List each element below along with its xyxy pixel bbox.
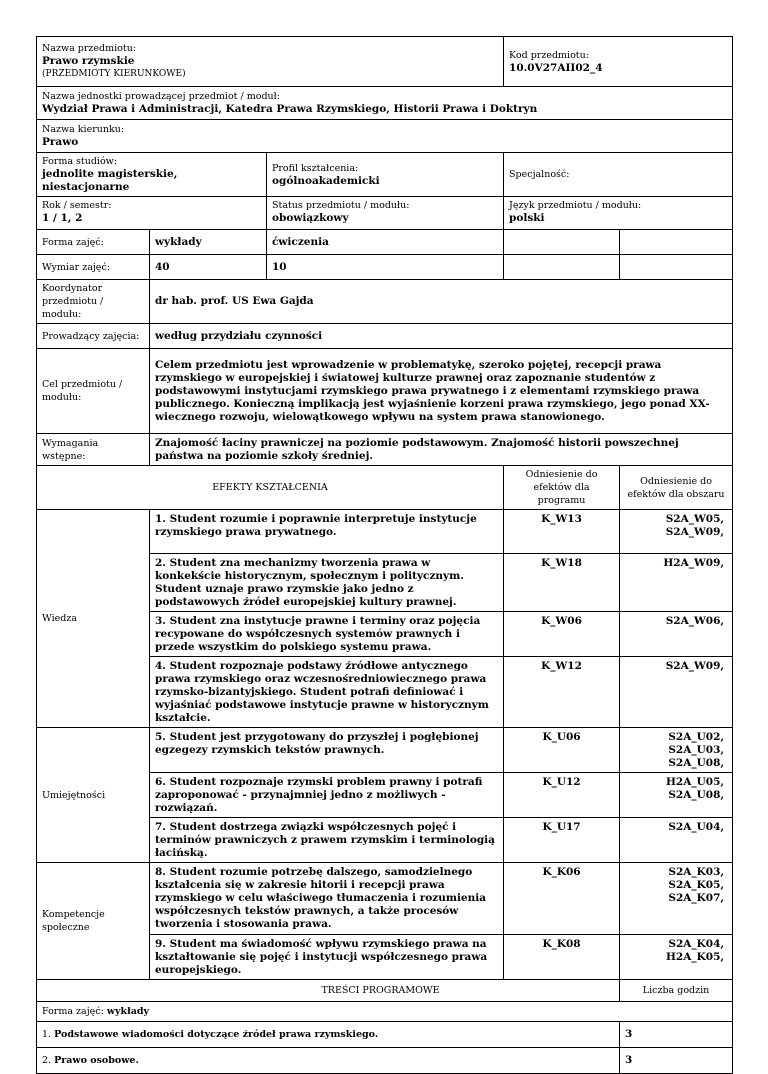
syllabus-table xyxy=(36,36,733,1074)
effect-area-code: S2A_W09, xyxy=(665,526,725,538)
effect-text-8: 8. Student rozumie potrzebę dalszego, samodzielnego kształcenia się w zakresie hitorii i recepcji prawa rzymskiego w celu właściwego tłumaczenia i rozumienia współczesnych tekstów prawnych, a także procesów tworzenia i stosowania prawa. xyxy=(150,863,504,935)
year-label: Rok / semestr: xyxy=(42,200,112,211)
unit-value: Wydział Prawa i Administracji, Katedra Prawa Rzymskiego, Historii Prawa i Doktryn xyxy=(42,103,538,115)
topic-hours: 3 xyxy=(620,1048,733,1074)
effect-area-3 xyxy=(620,612,733,657)
effect-area-code: S2A_K05, xyxy=(668,879,725,891)
field-row xyxy=(37,120,733,153)
content-header-row xyxy=(37,980,733,1002)
coordinator-label: Koordynator przedmiotu / modułu: xyxy=(37,280,150,324)
content-hours-header: Liczba godzin xyxy=(620,980,733,1002)
category-competences: Kompetencje społeczne xyxy=(37,863,150,980)
content-form-value: wykłady xyxy=(106,1006,150,1017)
effect-area-6 xyxy=(620,773,733,818)
year-value: 1 / 1, 2 xyxy=(42,212,83,224)
effect-area-2 xyxy=(620,554,733,612)
field-value: Prawo xyxy=(42,136,79,148)
field-label: Nazwa kierunku: xyxy=(42,124,125,135)
category-skills: Umiejętności xyxy=(37,728,150,863)
topic-cell xyxy=(37,1022,620,1048)
hours-empty-1 xyxy=(504,255,620,280)
topic-number: 1. xyxy=(42,1029,52,1040)
class-form-exercise: ćwiczenia xyxy=(267,230,504,255)
effect-area-5 xyxy=(620,728,733,773)
effect-area-1 xyxy=(620,510,733,554)
effect-text-2: 2. Student zna mechanizmy tworzenia prawa w konkekście historycznym, społecznym i politycznym. Student uznaje prawo rzymskie jako jedno z podstawowych źródeł europejskiej kultury prawnej. xyxy=(150,554,504,612)
effect-area-8 xyxy=(620,863,733,935)
status-value: obowiązkowy xyxy=(272,212,349,224)
effect-area-code: H2A_K05, xyxy=(666,951,725,963)
effect-text-1: 1. Student rozumie i poprawnie interpretuje instytucje rzymskiego prawa prywatnego. xyxy=(150,510,504,554)
hours-row xyxy=(37,255,733,280)
class-form-label: Forma zajęć: xyxy=(37,230,150,255)
effect-text-6: 6. Student rozpoznaje rzymski problem prawny i potrafi zaproponować - przynajmniej jedno z możliwych - rozwiązań. xyxy=(150,773,504,818)
effect-area-code: S2A_K04, xyxy=(668,938,725,950)
goal-row xyxy=(37,349,733,434)
effect-area-code: S2A_W06, xyxy=(665,615,725,627)
effect-area-code: S2A_U08, xyxy=(668,789,725,801)
unit-row xyxy=(37,87,733,120)
specialty-label: Specjalność: xyxy=(509,169,570,180)
effect-area-7 xyxy=(620,818,733,863)
requirements-row xyxy=(37,434,733,466)
course-name-cell xyxy=(37,37,504,87)
effect-row-1 xyxy=(37,510,733,554)
class-form-lecture: wykłady xyxy=(150,230,267,255)
year-row xyxy=(37,197,733,230)
effect-text-3: 3. Student zna instytucje prawne i terminy oraz pojęcia recypowane do współczesnych systemów prawnych i przede wszystkim do polskiego systemu prawa. xyxy=(150,612,504,657)
hours-label: Wymiar zajęć: xyxy=(37,255,150,280)
effect-text-9: 9. Student ma świadomość wpływu rzymskiego prawa na kształtowanie się pojęć i instytucji współczesnego prawa europejskiego. xyxy=(150,935,504,980)
effect-area-code: S2A_U02, xyxy=(668,731,725,743)
requirements-value: Znajomość łaciny prawniczej na poziomie podstawowym. Znajomość historii powszechnej państwa na poziomie szkoły średniej. xyxy=(150,434,733,466)
effect-program-8: K_K06 xyxy=(504,863,620,935)
effect-program-7: K_U17 xyxy=(504,818,620,863)
class-form-empty-2 xyxy=(620,230,733,255)
effect-text-7: 7. Student dostrzega związki współczesnych pojęć i terminów prawniczych z prawem rzymskim i terminologią łacińską. xyxy=(150,818,504,863)
effect-area-code: S2A_W09, xyxy=(665,660,725,672)
topic-row-1 xyxy=(37,1022,733,1048)
unit-label: Nazwa jednostki prowadzącej przedmiot / moduł: xyxy=(42,91,280,102)
topic-title: Podstawowe wiadomości dotyczące źródeł prawa rzymskiego. xyxy=(54,1029,379,1040)
status-cell xyxy=(267,197,504,230)
effect-program-6: K_U12 xyxy=(504,773,620,818)
effect-area-code: H2A_W09, xyxy=(663,557,725,569)
content-form-cell xyxy=(37,1002,733,1022)
class-form-empty-1 xyxy=(504,230,620,255)
effect-area-code: S2A_K07, xyxy=(668,892,725,904)
study-form-label: Forma studiów: xyxy=(42,156,118,167)
topic-cell xyxy=(37,1048,620,1074)
effect-area-4 xyxy=(620,657,733,728)
topic-hours: 3 xyxy=(620,1022,733,1048)
hours-lecture: 40 xyxy=(150,255,267,280)
course-code: 10.0V27AII02_4 xyxy=(509,61,603,74)
status-label: Status przedmiotu / modułu: xyxy=(272,200,410,211)
profile-cell xyxy=(267,153,504,197)
hours-empty-2 xyxy=(620,255,733,280)
instructor-row xyxy=(37,324,733,349)
year-cell xyxy=(37,197,267,230)
requirements-label: Wymagania wstępne: xyxy=(37,434,150,466)
category-knowledge: Wiedza xyxy=(37,510,150,728)
effect-text-4: 4. Student rozpoznaje podstawy źródłowe antycznego prawa rzymskiego oraz wczesnośredniowiecznego prawa rzymsko-bizantyjskiego. Student potrafi definiować i wyjaśniać podstawowe instytucje prawne w historycznym kształcie. xyxy=(150,657,504,728)
effect-area-9 xyxy=(620,935,733,980)
effect-area-code: S2A_W05, xyxy=(665,513,725,525)
effect-row-8 xyxy=(37,863,733,935)
study-form-cell xyxy=(37,153,267,197)
effects-area-ref-header: Odniesienie do efektów dla obszaru xyxy=(620,466,733,510)
study-form-row xyxy=(37,153,733,197)
unit-cell xyxy=(37,87,733,120)
instructor-value: według przydziału czynności xyxy=(150,324,733,349)
course-syllabus xyxy=(36,36,732,1074)
effect-program-3: K_W06 xyxy=(504,612,620,657)
course-row xyxy=(37,37,733,87)
language-label: Język przedmiotu / modułu: xyxy=(509,200,642,211)
effects-program-ref-header: Odniesienie do efektów dla programu xyxy=(504,466,620,510)
effect-area-code: S2A_U08, xyxy=(668,757,725,769)
effect-program-9: K_K08 xyxy=(504,935,620,980)
course-code-cell xyxy=(504,37,733,87)
profile-label: Profil kształcenia: xyxy=(272,162,359,174)
effect-text-5: 5. Student jest przygotowany do przyszłej i pogłębionej egzegezy rzymskich tekstów prawnych. xyxy=(150,728,504,773)
field-cell xyxy=(37,120,733,153)
effect-area-code: S2A_U04, xyxy=(668,821,725,833)
goal-label: Cel przedmiotu / modułu: xyxy=(37,349,150,434)
hours-exercise: 10 xyxy=(267,255,504,280)
content-form-row xyxy=(37,1002,733,1022)
language-cell xyxy=(504,197,733,230)
content-title: TREŚCI PROGRAMOWE xyxy=(37,980,620,1002)
effect-program-2: K_W18 xyxy=(504,554,620,612)
specialty-cell xyxy=(504,153,733,197)
class-form-row xyxy=(37,230,733,255)
course-code-label: Kod przedmiotu: xyxy=(509,49,589,61)
course-group: (PRZEDMIOTY KIERUNKOWE) xyxy=(42,69,186,79)
effect-program-4: K_W12 xyxy=(504,657,620,728)
effects-title: EFEKTY KSZTAŁCENIA xyxy=(37,466,504,510)
course-name: Prawo rzymskie xyxy=(42,55,135,67)
course-name-label: Nazwa przedmiotu: xyxy=(42,43,137,54)
effect-program-5: K_U06 xyxy=(504,728,620,773)
coordinator-value: dr hab. prof. US Ewa Gajda xyxy=(150,280,733,324)
effect-area-code: H2A_U05, xyxy=(665,776,725,788)
effect-program-1: K_W13 xyxy=(504,510,620,554)
topic-number: 2. xyxy=(42,1055,52,1066)
instructor-label: Prowadzący zajęcia: xyxy=(37,324,150,349)
topic-title: Prawo osobowe. xyxy=(54,1055,139,1066)
profile-value: ogólnoakademicki xyxy=(272,174,380,187)
goal-value: Celem przedmiotu jest wprowadzenie w problematykę, szeroko pojętej, recepcji prawa rzymskiego w europejskiej i światowej kulturze prawnej oraz zapoznanie studentów z podstawowymi instytucjami rzymskiego prawa prywatnego i z elementami rzymskiego prawa publicznego. Konieczną implikacją jest wyjaśnienie korzeni prawa rzymskiego, jego ponad XX-wiecznego rozwoju, wielowątkowego wpływu na system prawa stanowionego. xyxy=(150,349,733,434)
topic-row-2 xyxy=(37,1048,733,1074)
effect-row-5 xyxy=(37,728,733,773)
effects-header-row xyxy=(37,466,733,510)
effect-area-code: S2A_K03, xyxy=(668,866,725,878)
effect-area-code: S2A_U03, xyxy=(668,744,725,756)
study-form-value: jednolite magisterskie, niestacjonarne xyxy=(42,168,178,193)
coordinator-row xyxy=(37,280,733,324)
content-form-label: Forma zajęć: xyxy=(42,1006,104,1017)
language-value: polski xyxy=(509,212,545,224)
